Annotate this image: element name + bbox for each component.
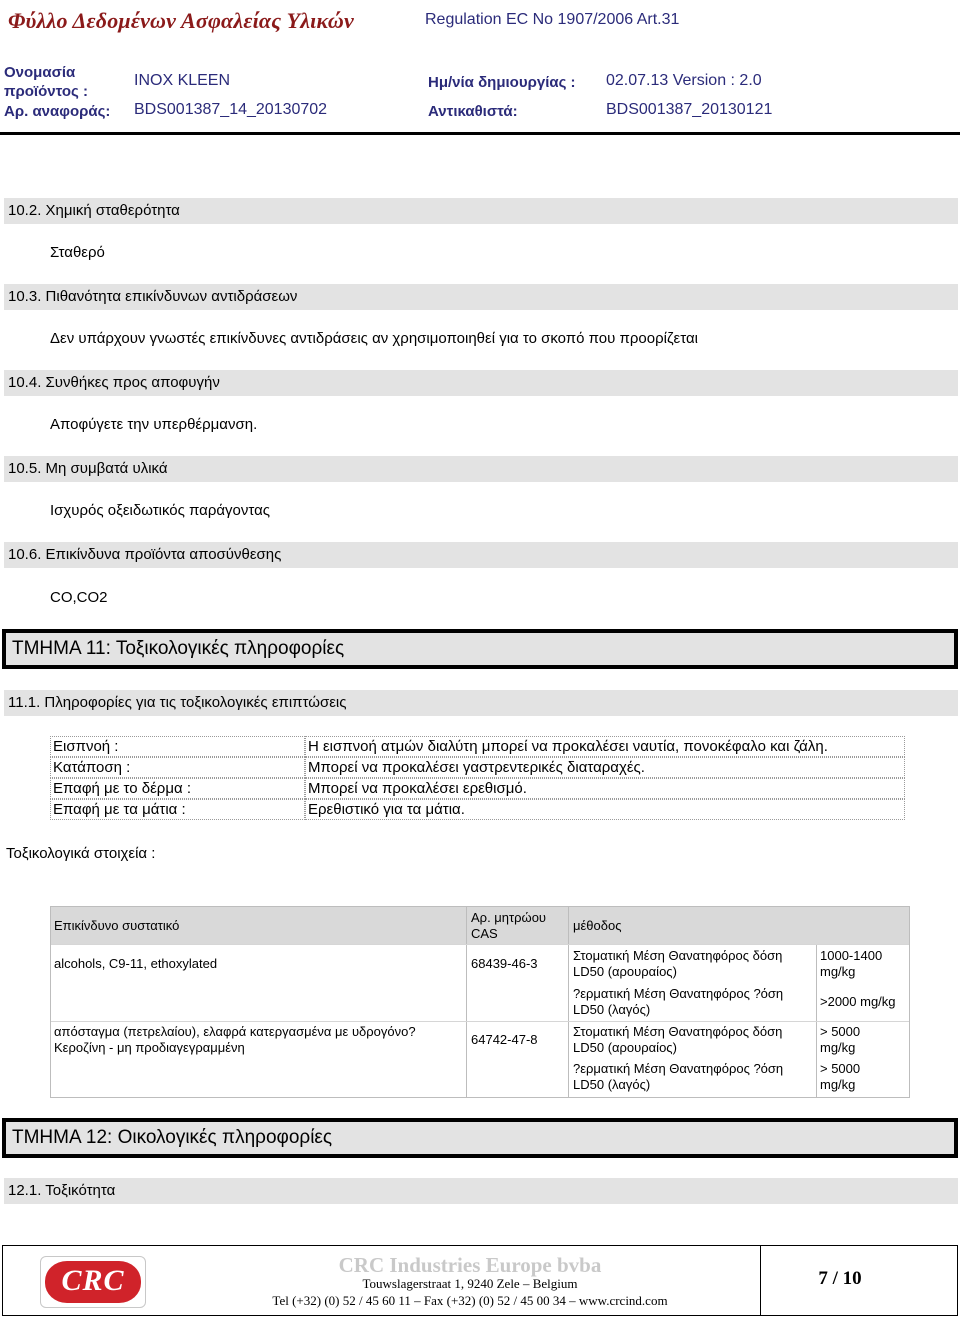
row2-method1-line1: Στοματική Μέση Θανατηφόρος δόση <box>573 1024 783 1039</box>
table-divider <box>51 1021 909 1022</box>
effect-skin-label: Επαφή με το δέρμα : <box>53 780 191 797</box>
section-12-title: ΤΜΗΜΑ 12: Οικολογικές πληροφορίες <box>2 1118 958 1158</box>
subsection-10-4-text: Αποφύγετε την υπερθέρμανση. <box>50 416 258 433</box>
footer-address: Touwslagerstraat 1, 9240 Zele – Belgium <box>362 1276 578 1291</box>
document-title: Φύλλο Δεδομένων Ασφαλείας Υλικών <box>8 8 354 33</box>
section-11-title: ΤΜΗΜΑ 11: Τοξικολογικές πληροφορίες <box>2 629 958 669</box>
replaces-value: BDS001387_20130121 <box>606 101 773 118</box>
row2-cas: 64742-47-8 <box>471 1032 538 1047</box>
subsection-10-4-title: 10.4. Συνθήκες προς αποφυγήν <box>4 370 958 396</box>
row2-value1-line2: mg/kg <box>820 1040 856 1055</box>
row1-value1-line1: 1000-1400 <box>820 948 883 963</box>
replaces-label: Αντικαθιστά: <box>428 103 518 120</box>
row2-value2-line1: > 5000 <box>820 1061 861 1076</box>
column-header-cas-line2: CAS <box>471 926 498 941</box>
effect-skin-value: Μπορεί να προκαλέσει ερεθισμό. <box>308 780 527 797</box>
regulation-reference: Regulation EC No 1907/2006 Art.31 <box>425 11 680 28</box>
column-header-cas-line1: Αρ. μητρώου <box>471 910 547 925</box>
product-name-label-line1: Ονομασία <box>4 64 76 81</box>
row2-component-line2: Κεροζίνη - μη προδιαγεγραμμένη <box>54 1040 245 1055</box>
effect-eyes-label: Επαφή με τα μάτια : <box>53 801 186 818</box>
row2-value1-line1: > 5000 <box>820 1024 861 1039</box>
row1-method2-line1: ?ερματική Μέση Θανατηφόρος ?όση <box>573 986 784 1001</box>
row1-value1-line2: mg/kg <box>820 964 856 979</box>
subsection-10-5-text: Ισχυρός οξειδωτικός παράγοντας <box>50 502 270 519</box>
product-name-label-line2: προϊόντος : <box>4 83 89 100</box>
created-label: Ημ/νία δημιουργίας : <box>428 74 576 91</box>
row1-component: alcohols, C9-11, ethoxylated <box>54 956 218 971</box>
subsection-11-1-title: 11.1. Πληροφορίες για τις τοξικολογικές επιπτώσεις <box>4 690 958 716</box>
subsection-10-6-title: 10.6. Επικίνδυνα προϊόντα αποσύνθεσης <box>4 542 958 568</box>
page-number: 7 / 10 <box>818 1268 862 1289</box>
reference-value: BDS001387_14_20130702 <box>134 101 328 118</box>
footer-company: CRC Industries Europe bvba <box>338 1253 602 1277</box>
subsection-10-2-text: Σταθερό <box>50 244 105 261</box>
effect-inhalation-label: Εισπνοή : <box>53 738 119 755</box>
subsection-10-2-title: 10.2. Χημική σταθερότητα <box>4 198 958 224</box>
created-value: 02.07.13 Version : 2.0 <box>606 72 762 89</box>
tox-data-label: Τοξικολογικά στοιχεία : <box>6 845 156 862</box>
effect-ingestion-label: Κατάποση : <box>53 759 131 776</box>
row1-value2: >2000 mg/kg <box>820 994 896 1009</box>
header-divider <box>0 132 960 135</box>
logo-text: CRC <box>61 1264 125 1297</box>
table-divider <box>466 907 467 1097</box>
table-divider <box>51 944 909 945</box>
logo-badge <box>45 1261 141 1303</box>
subsection-10-3-title: 10.3. Πιθανότητα επικίνδυνων αντιδράσεων <box>4 284 958 310</box>
crc-logo <box>40 1256 146 1308</box>
reference-label: Αρ. αναφοράς: <box>4 103 111 120</box>
row1-method1-line1: Στοματική Μέση Θανατηφόρος δόση <box>573 948 783 963</box>
footer-contact: Tel (+32) (0) 52 / 45 60 11 – Fax (+32) (0) 52 / 45 00 34 – www.crcind.com <box>272 1293 668 1308</box>
footer-divider <box>760 1246 761 1315</box>
subsection-10-3-text: Δεν υπάρχουν γνωστές επικίνδυνες αντιδράσεις αν χρησιμοποιηθεί για το σκοπό που προορίζεται <box>50 330 698 347</box>
row1-method1-line2: LD50 (αρουραίος) <box>573 964 677 979</box>
row1-method2-line2: LD50 (λαγός) <box>573 1002 651 1017</box>
table-divider <box>568 907 569 1097</box>
subsection-10-6-text: CO,CO2 <box>50 589 108 606</box>
row2-method1-line2: LD50 (αρουραίος) <box>573 1040 677 1055</box>
effect-inhalation-value: Η εισπνοή ατμών διαλύτη μπορεί να προκαλέσει ναυτία, πονοκέφαλο και ζάλη. <box>308 738 828 755</box>
column-header-component: Επικίνδυνο συστατικό <box>54 918 180 933</box>
effect-ingestion-value: Μπορεί να προκαλέσει γαστρεντερικές διαταραχές. <box>308 759 645 776</box>
subsection-10-5-title: 10.5. Μη συμβατά υλικά <box>4 456 958 482</box>
subsection-12-1-title: 12.1. Τοξικότητα <box>4 1178 958 1204</box>
effect-eyes-value: Ερεθιστικό για τα μάτια. <box>308 801 465 818</box>
column-header-method: μέθοδος <box>573 918 622 933</box>
product-name: INOX KLEEN <box>134 72 231 89</box>
row2-value2-line2: mg/kg <box>820 1077 856 1092</box>
row1-cas: 68439-46-3 <box>471 956 538 971</box>
row2-component-line1: απόσταγμα (πετρελαίου), ελαφρά κατεργασμένα με υδρογόνο? <box>54 1024 416 1039</box>
row2-method2-line2: LD50 (λαγός) <box>573 1077 651 1092</box>
row2-method2-line1: ?ερματική Μέση Θανατηφόρος ?όση <box>573 1061 784 1076</box>
